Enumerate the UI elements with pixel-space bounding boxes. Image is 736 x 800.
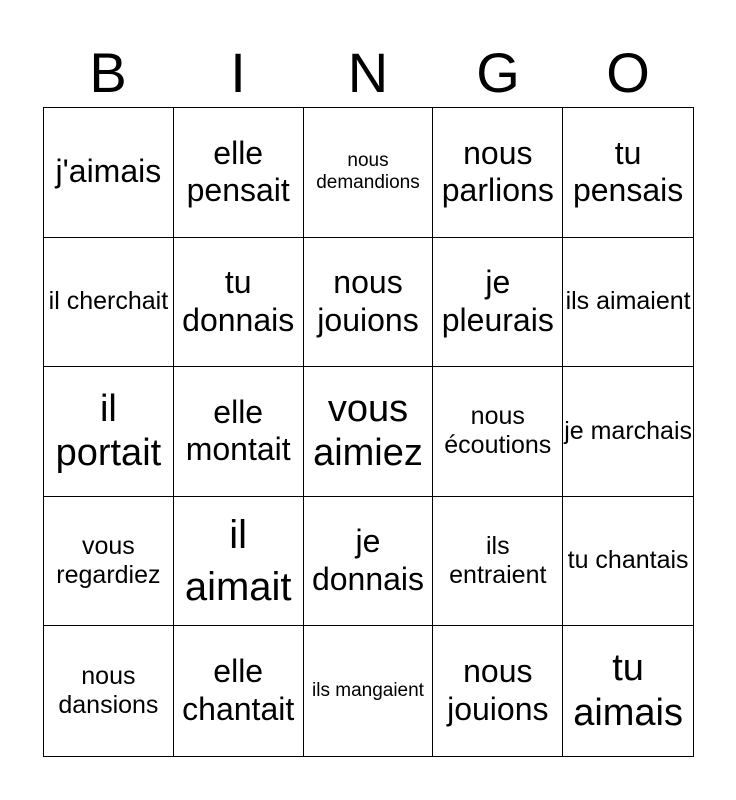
bingo-cell-text: vous aimiez (313, 387, 423, 475)
bingo-cell[interactable] (304, 238, 434, 368)
header-letter-g: G (476, 41, 520, 104)
bingo-cell[interactable] (304, 108, 434, 238)
bingo-cell[interactable] (433, 238, 563, 368)
bingo-cell[interactable] (433, 108, 563, 238)
bingo-cell[interactable] (44, 367, 174, 497)
header-letter-b: B (89, 41, 127, 104)
bingo-header (43, 40, 693, 106)
bingo-cell-text: je pleurais (441, 264, 554, 338)
bingo-cell-text: elle pensait (186, 134, 290, 209)
bingo-cell-text: tu donnais (182, 264, 295, 338)
bingo-cell[interactable] (433, 497, 563, 627)
bingo-cell-text: nous écoutions (444, 401, 552, 460)
bingo-cell[interactable] (44, 497, 174, 627)
bingo-cell-text: nous parlions (441, 134, 554, 209)
bingo-cell-text: ils entraient (449, 531, 547, 590)
bingo-cell-text: j'aimais (55, 153, 162, 190)
bingo-cell[interactable] (174, 626, 304, 756)
bingo-cell-text: tu chantais (567, 546, 689, 575)
bingo-cell-text: elle chantait (182, 653, 295, 728)
bingo-cell[interactable] (563, 238, 693, 368)
bingo-cell[interactable] (304, 626, 434, 756)
bingo-cell[interactable] (44, 238, 174, 368)
bingo-cell-text: je donnais (311, 523, 425, 598)
bingo-cell-text: tu pensais (572, 134, 684, 209)
bingo-cell[interactable] (44, 626, 174, 756)
header-letter-n: N (347, 41, 389, 104)
header-letter-o: O (606, 41, 650, 104)
bingo-cell-text: il aimait (184, 513, 292, 610)
bingo-cell[interactable] (44, 108, 174, 238)
bingo-cell[interactable] (433, 367, 563, 497)
bingo-cell[interactable] (563, 497, 693, 627)
bingo-cell-text: nous dansions (58, 661, 159, 720)
bingo-cell[interactable] (563, 626, 693, 756)
bingo-cell[interactable] (174, 238, 304, 368)
bingo-cell-text: il portait (55, 387, 162, 475)
bingo-cell-text: tu aimais (573, 647, 683, 735)
bingo-cell[interactable] (563, 108, 693, 238)
bingo-cell-text: elle montait (185, 393, 291, 468)
bingo-cell[interactable] (174, 497, 304, 627)
bingo-cell[interactable] (304, 497, 434, 627)
bingo-cell[interactable] (563, 367, 693, 497)
bingo-cell-text: nous demandions (316, 149, 420, 194)
bingo-cell-text: nous jouions (447, 653, 549, 728)
bingo-cell-text: vous regardiez (56, 531, 161, 590)
header-letter-i: I (230, 41, 246, 104)
bingo-cell-text: il cherchait (48, 287, 169, 316)
bingo-board (43, 107, 694, 757)
bingo-cell-text: ils aimaient (565, 287, 691, 316)
bingo-cell[interactable] (304, 367, 434, 497)
bingo-cell[interactable] (174, 367, 304, 497)
bingo-cell[interactable] (433, 626, 563, 756)
bingo-cell-text: ils mangaient (312, 679, 424, 701)
bingo-cell[interactable] (174, 108, 304, 238)
bingo-cell-text: nous jouions (317, 264, 419, 338)
bingo-cell-text: je marchais (564, 416, 693, 445)
